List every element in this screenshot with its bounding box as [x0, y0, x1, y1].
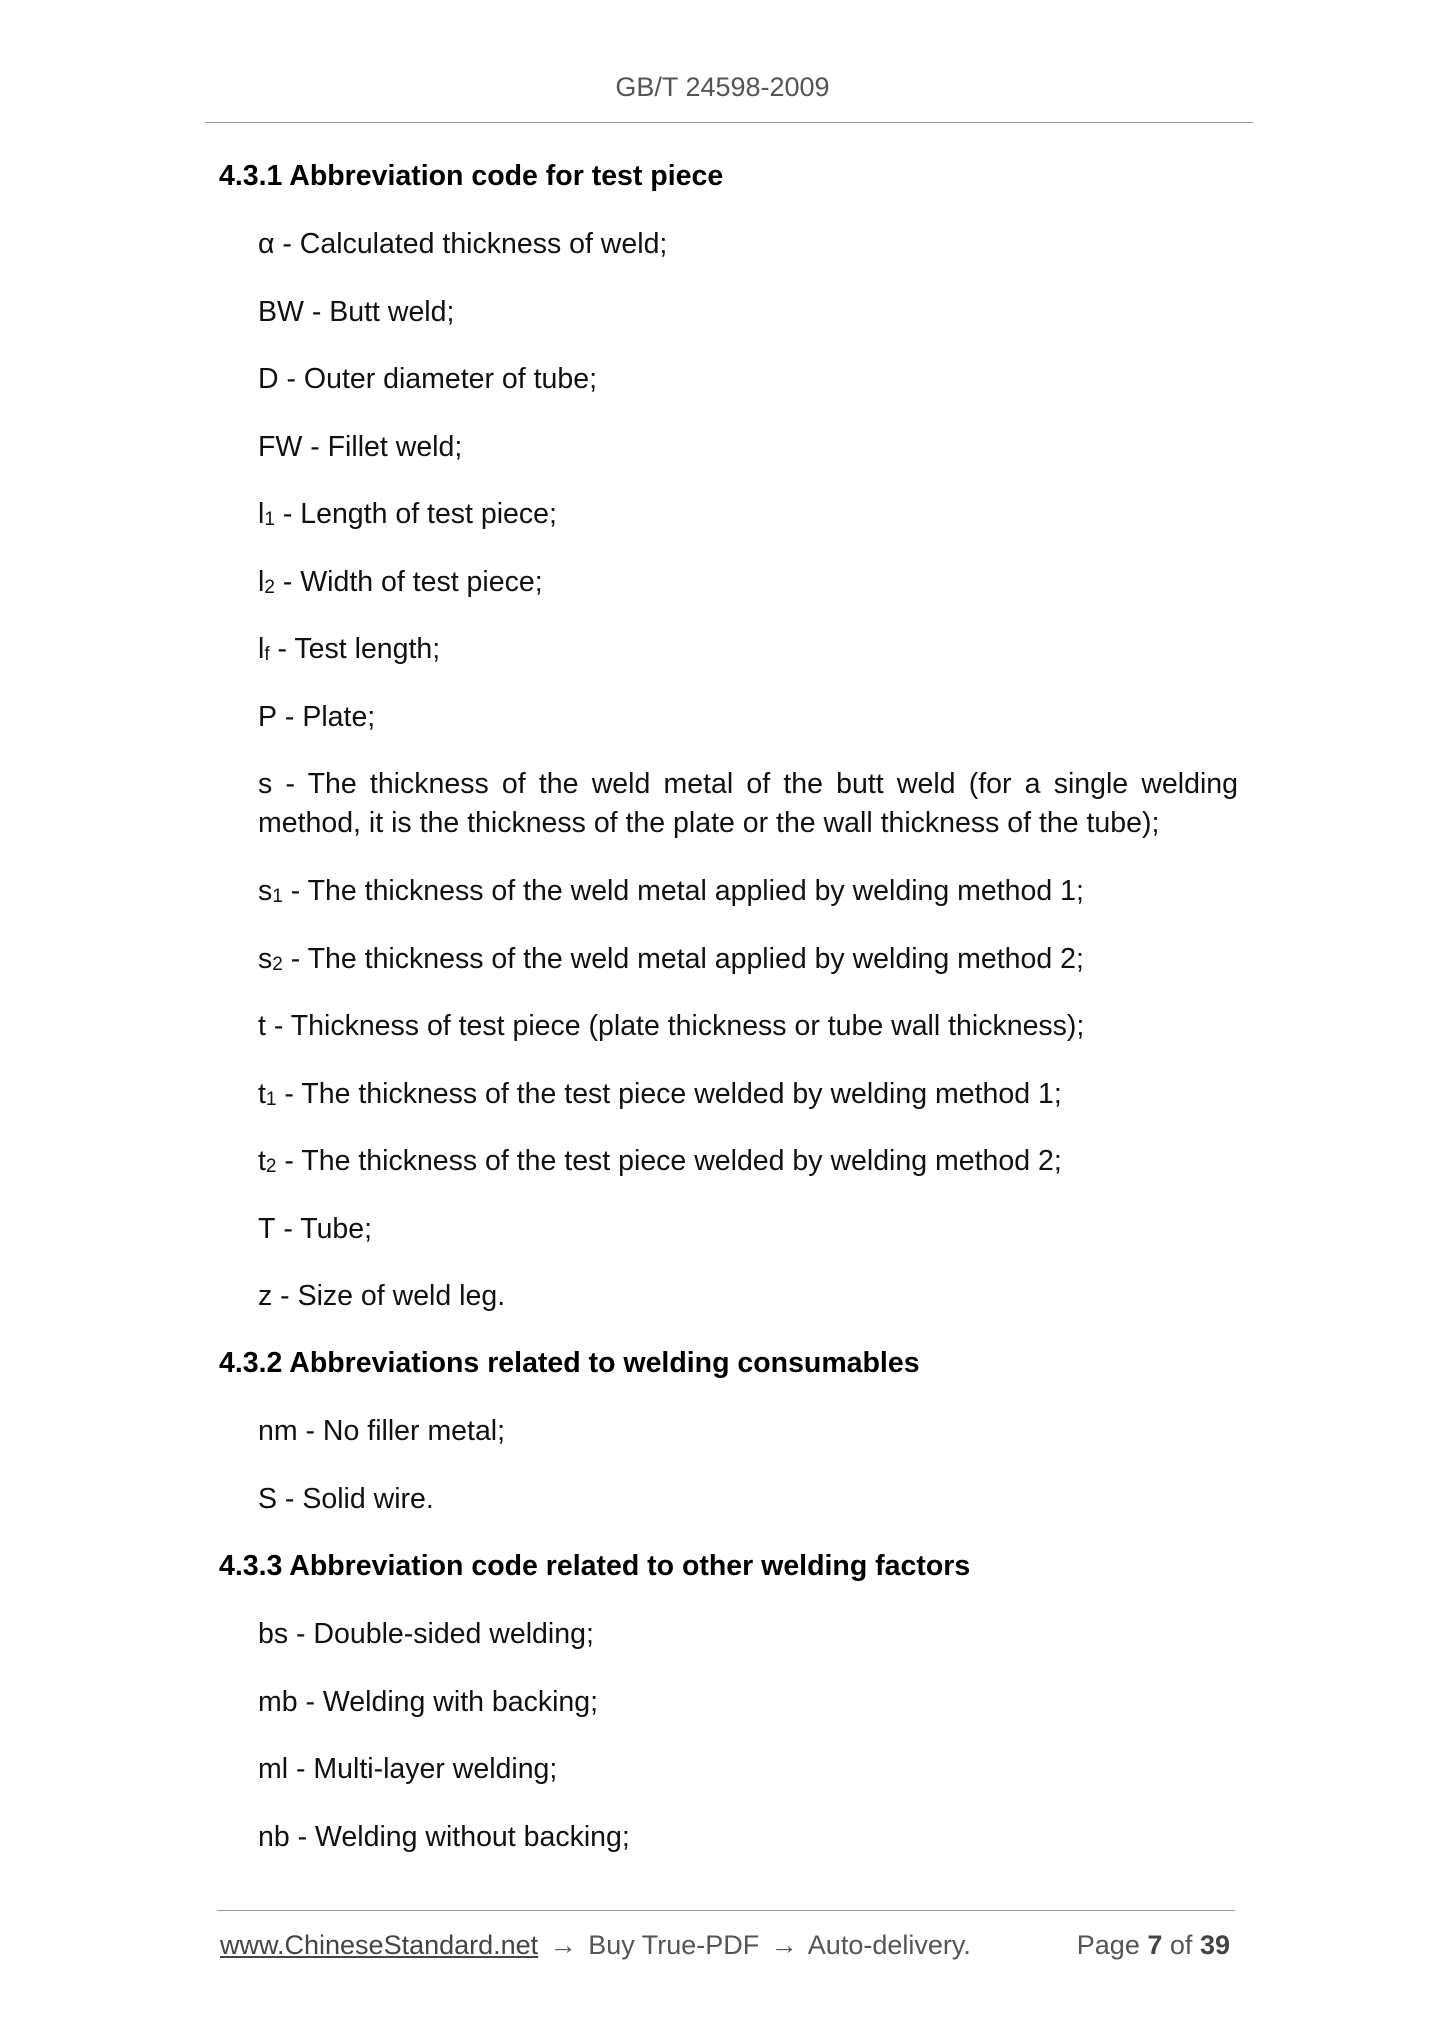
list-item: $t_1$ - The thickness of the test piece welded by welding method 1; — [258, 1078, 1062, 1110]
list-item: D - Outer diameter of tube; — [258, 363, 597, 395]
list-item: s - The thickness of the weld metal of the butt weld (for a single welding method, it is the thickness of the plate or the wall thickness of the tube); — [258, 768, 1238, 839]
list-item: $l_f$ - Test length; — [258, 633, 441, 665]
list-item: T - Tube; — [258, 1213, 373, 1245]
list-item: $l_2$ - Width of test piece; — [258, 566, 543, 598]
list-item: nm - No filler metal; — [258, 1415, 506, 1447]
list-item: z - Size of weld leg. — [258, 1280, 506, 1312]
list-item: α - Calculated thickness of weld; — [258, 228, 668, 260]
list-item: P - Plate; — [258, 701, 376, 733]
page-number: 7 — [1147, 1930, 1163, 1960]
arrow-right-icon: → — [770, 1930, 798, 1960]
list-item: FW - Fillet weld; — [258, 431, 463, 463]
header-divider — [205, 122, 1253, 123]
of-label: of — [1169, 1930, 1193, 1960]
list-item: t - Thickness of test piece (plate thickness or tube wall thickness); — [258, 1010, 1085, 1042]
page-header-title: GB/T 24598-2009 — [615, 72, 830, 102]
list-item: mb - Welding with backing; — [258, 1686, 599, 1718]
page-footer — [220, 1930, 1230, 1961]
arrow-right-icon: → — [549, 1930, 577, 1960]
list-item: S - Solid wire. — [258, 1483, 434, 1515]
footer-divider — [217, 1910, 1235, 1911]
list-item: $t_2$ - The thickness of the test piece welded by welding method 2; — [258, 1145, 1062, 1177]
page-indicator — [1077, 1930, 1230, 1961]
list-item: $l_1$ - Length of test piece; — [258, 498, 557, 530]
buy-true-pdf-text: Buy True-PDF — [588, 1930, 760, 1960]
auto-delivery-text: Auto-delivery. — [807, 1930, 971, 1960]
section-heading-4-3-2: 4.3.2 Abbreviations related to welding consumables — [219, 1347, 920, 1379]
list-item: BW - Butt weld; — [258, 296, 455, 328]
list-item: bs - Double-sided welding; — [258, 1618, 594, 1650]
list-item: ml - Multi-layer welding; — [258, 1753, 558, 1785]
section-heading-4-3-1: 4.3.1 Abbreviation code for test piece — [219, 160, 724, 192]
list-item: $s_1$ - The thickness of the weld metal applied by welding method 1; — [258, 875, 1084, 907]
page-total: 39 — [1199, 1930, 1230, 1960]
page-label: Page — [1076, 1930, 1140, 1960]
section-heading-4-3-3: 4.3.3 Abbreviation code related to other welding factors — [219, 1550, 971, 1582]
website-link[interactable]: www.ChineseStandard.net — [220, 1930, 539, 1960]
list-item: $s_2$ - The thickness of the weld metal applied by welding method 2; — [258, 943, 1084, 975]
list-item: nb - Welding without backing; — [258, 1821, 630, 1853]
